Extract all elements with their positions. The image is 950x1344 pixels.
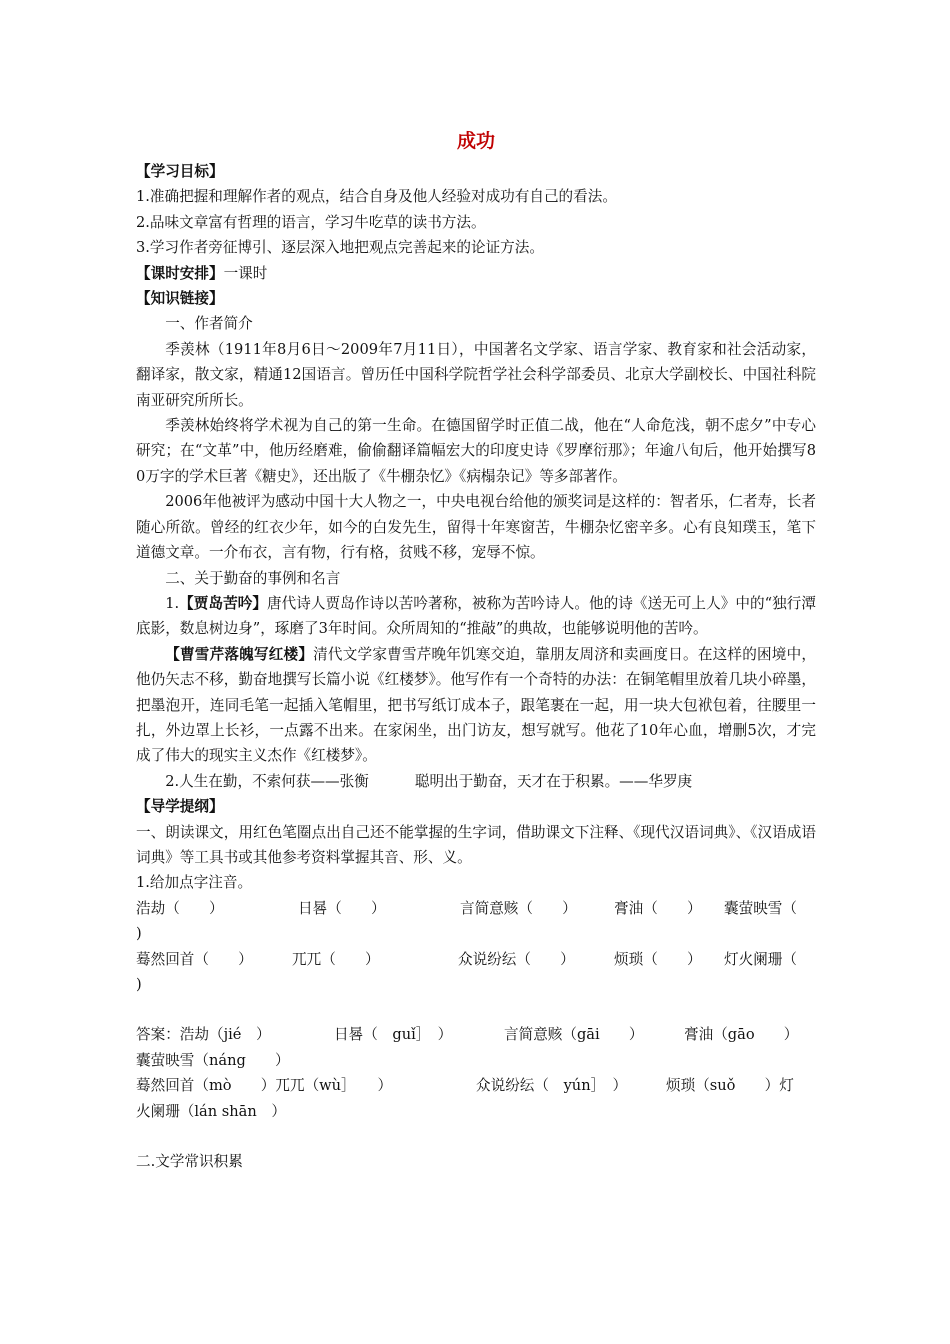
section-heading-schedule: 【课时安排】 — [136, 264, 224, 282]
answer-item: 众说纷纭（ yún］ ） — [476, 1077, 628, 1095]
pinyin-item: 膏油（ ） — [614, 899, 702, 917]
example-title-cao-xueqin: 【曹雪芹落魄写红楼】 — [165, 645, 314, 663]
pinyin-row-1 — [136, 896, 816, 921]
pinyin-row-1-tail: ) — [136, 925, 142, 943]
pinyin-item: 囊萤映雪（ — [724, 899, 797, 917]
answer-row-1 — [136, 1022, 816, 1047]
pinyin-item: 兀兀（ ） — [292, 950, 380, 968]
answer-row-3 — [136, 1073, 816, 1098]
goal-item-2: 2.品味文章富有哲理的语言，学习牛吃草的读书方法。 — [136, 213, 486, 231]
example-paragraph-cao-xueqin: 【曹雪芹落魄写红楼】清代文学家曹雪芹晚年饥寒交迫，靠朋友周济和卖画度日。在这样的困境中，他仍矢志不移，勤奋地撰写长篇小说《红楼梦》。他写作有一个奇特的办法：在铜笔帽里放着几块小碎墨，把墨泡开，连同毛笔一起插入笔帽里，把书写纸订成本子，跟笔裹在一起，用一块大包袱包着，往腰里一扎，外边罩上长衫，一点露不出来。在家闲坐，出门访友，想写就写。他花了10年心血，增删5次，才完成了伟大的现实主义杰作《红楼梦》。 — [136, 645, 816, 765]
question-title: 1.给加点字注音。 — [136, 874, 253, 892]
goal-item-3: 3.学习作者旁征博引、逐层深入地把观点完善起来的论证方法。 — [136, 239, 544, 257]
author-paragraph-2: 季羡林始终将学术视为自己的第一生命。在德国留学时正值二战，他在“人命危浅，朝不虑夕”中专心研究；在“文革”中，他历经磨难，偷偷翻译篇幅宏大的印度史诗《罗摩衍那》；年逾八旬后，他开始撰写8 0万字的学术巨著《糖史》，还出版了《牛棚杂忆》《病榻杂记》等多部著作。 — [136, 417, 816, 485]
subheading-diligence: 二、关于勤奋的事例和名言 — [165, 569, 341, 587]
author-paragraph-3: 2006年他被评为感动中国十大人物之一，中央电视台给他的颁奖词是这样的：智者乐，仁者寿，长者随心所欲。曾经的红衣少年，如今的白发先生，留得十年寒窗苦，牛棚杂忆密辛多。心有良知璞玉，笔下道德文章。一介布衣，言有物，行有格，贫贱不移，宠辱不惊。 — [136, 493, 816, 562]
pinyin-item: 言简意赅（ ） — [460, 899, 577, 917]
quote-zhang-heng: 2.人生在勤，不索何获——张衡 — [165, 772, 369, 790]
answer-item: 言简意赅（gāi ） — [504, 1026, 644, 1044]
schedule-text: 一课时 — [223, 264, 268, 282]
example-title-jia-dao: 【贾岛苦吟】 — [179, 594, 267, 612]
section-heading-knowledge: 【知识链接】 — [136, 290, 224, 308]
answer-item: 蓦然回首（mò ）兀兀（wù］ ） — [136, 1077, 393, 1095]
quote-hua-luogeng: 聪明出于勤奋，天才在于积累。——华罗庚 — [414, 772, 693, 790]
section-heading-guide: 【导学提纲】 — [136, 798, 224, 816]
goal-item-1: 1.准确把握和理解作者的观点，结合自身及他人经验对成功有自己的看法。 — [136, 188, 617, 206]
answer-row-2: 囊萤映雪（náng ） — [136, 1051, 290, 1069]
answer-item: 烦琐（suǒ ）灯 — [666, 1077, 794, 1095]
schedule-line — [136, 261, 816, 286]
pinyin-item: 众说纷纭（ ） — [458, 950, 575, 968]
document-page — [136, 118, 816, 1174]
pinyin-item: 日晷（ ） — [298, 899, 386, 917]
pinyin-item: 浩劫（ ） — [136, 899, 224, 917]
pinyin-item: 蓦然回首（ ） — [136, 950, 253, 968]
pinyin-item: 烦琐（ ） — [614, 950, 702, 968]
author-paragraph-1: 季羡林（1911年8月6日～2009年7月11日），中国著名文学家、语言学家、教育家和社会活动家，翻译家，散文家，精通12国语言。曾历任中国科学院哲学社会科学部委员、北京大学副校长、中国社科院南亚研究所所长。 — [136, 340, 816, 409]
pinyin-row-2-tail: ) — [136, 976, 142, 993]
answer-row-4: 火阑珊（lán shān ） — [136, 1102, 286, 1120]
document-title: 成功 — [456, 130, 495, 152]
quotes-line — [136, 769, 816, 794]
example-paragraph-jia-dao: 1.【贾岛苦吟】唐代诗人贾岛作诗以苦吟著称，被称为苦吟诗人。他的诗《送无可上人》中的“独行潭底影，数息树边身”，琢磨了3年时间。众所周知的“推敲”的典故，也能够说明他的苦吟。 — [136, 594, 816, 638]
pinyin-row-2 — [136, 947, 816, 972]
answer-item: 膏油（gāo ） — [684, 1026, 799, 1044]
section-heading-goals: 【学习目标】 — [136, 163, 224, 180]
answer-item: 答案：浩劫（jié ） — [136, 1026, 271, 1044]
pinyin-item: 灯火阑珊（ — [724, 950, 797, 968]
guide-paragraph-1: 一、朗读课文，用红色笔圈点出自己还不能掌握的生字词，借助课文下注释、《现代汉语词典》、《汉语成语词典》等工具书或其他参考资料掌握其音、形、义。 — [136, 823, 816, 866]
subheading-author: 一、作者简介 — [165, 315, 253, 333]
answer-item: 日晷（ guǐ］ ） — [334, 1026, 453, 1044]
subheading-literature: 二.文学常识积累 — [136, 1153, 243, 1171]
